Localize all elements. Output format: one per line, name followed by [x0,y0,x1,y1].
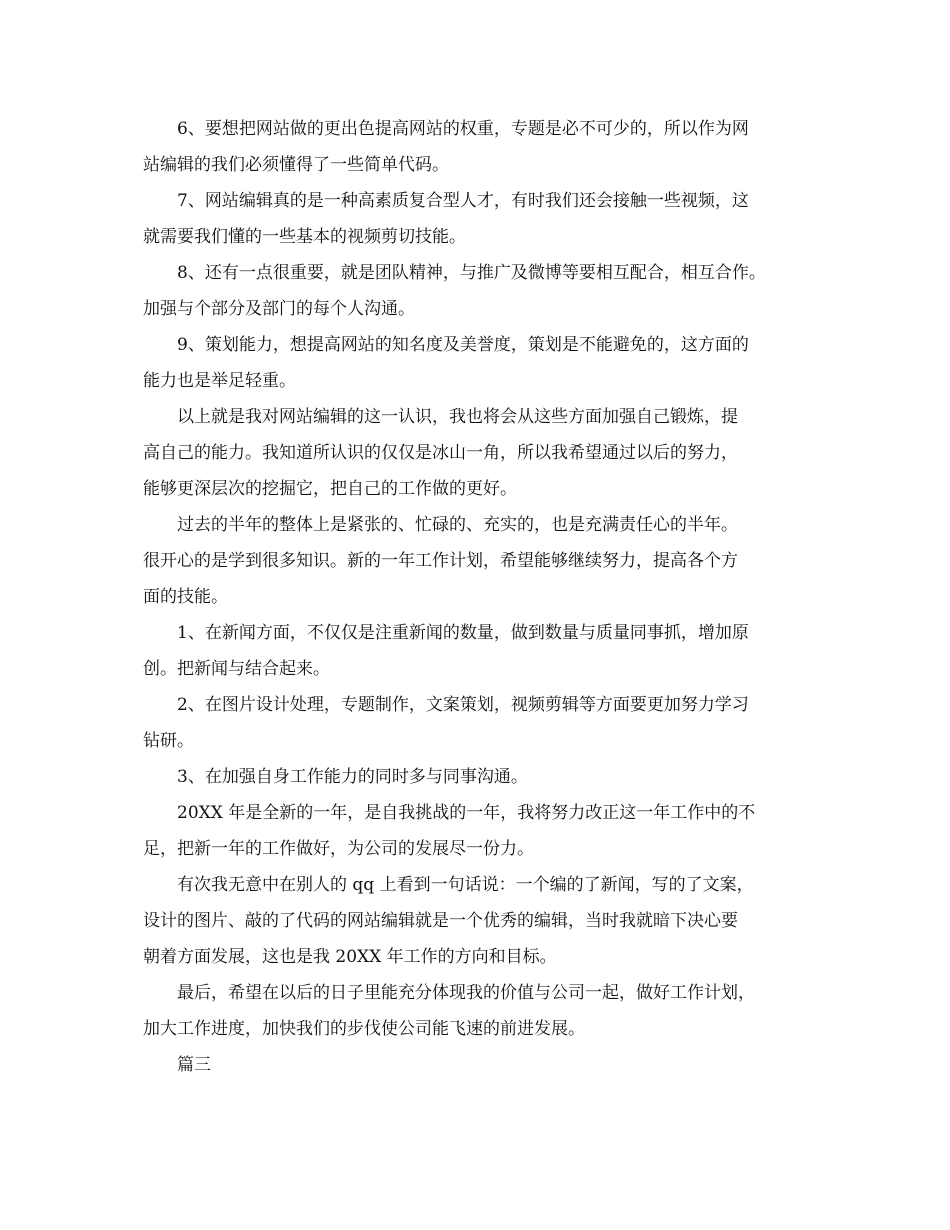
text-line: 能力也是举足轻重。 [143,371,296,391]
text-line: 9、策划能力，想提高网站的知名度及美誉度，策划是不能避免的，这方面的 [177,335,749,355]
text-line: 以上就是我对网站编辑的这一认识，我也将会从这些方面加强自己锻炼，提 [177,407,738,427]
text-line: 就需要我们懂的一些基本的视频剪切技能。 [143,227,466,247]
text-line: 能够更深层次的挖掘它，把自己的工作做的更好。 [143,479,517,499]
text-line: 高自己的能力。我知道所认识的仅仅是冰山一角，所以我希望通过以后的努力， [143,443,738,463]
text-line: 1、在新闻方面，不仅仅是注重新闻的数量，做到数量与质量同事抓，增加原 [177,623,749,643]
text-line: 7、网站编辑真的是一种高素质复合型人才，有时我们还会接触一些视频，这 [177,191,749,211]
text-line: 3、在加强自身工作能力的同时多与同事沟通。 [177,767,528,787]
text-line: 20XX 年是全新的一年，是自我挑战的一年，我将努力改正这一年工作中的不 [177,803,756,823]
text-line: 8、还有一点很重要，就是团队精神，与推广及微博等要相互配合，相互合作。 [177,263,766,283]
text-line: 加大工作进度，加快我们的步伐使公司能飞速的前进发展。 [143,1019,585,1039]
text-line: 有次我无意中在别人的 qq 上看到一句话说：一个编的了新闻，写的了文案， [177,875,754,895]
text-line: 朝着方面发展，这也是我 20XX 年工作的方向和目标。 [143,947,557,967]
text-line: 6、要想把网站做的更出色提高网站的权重，专题是必不可少的，所以作为网 [177,119,749,139]
text-line: 很开心的是学到很多知识。新的一年工作计划，希望能够继续努力，提高各个方 [143,551,738,571]
text-line: 面的技能。 [143,587,228,607]
text-line: 2、在图片设计处理，专题制作，文案策划，视频剪辑等方面要更加努力学习 [177,695,749,715]
section-heading: 篇三 [177,1055,211,1075]
text-line: 最后，希望在以后的日子里能充分体现我的价值与公司一起，做好工作计划， [177,983,755,1003]
text-line: 加强与个部分及部门的每个人沟通。 [143,299,415,319]
text-line: 钻研。 [143,731,194,751]
text-line: 过去的半年的整体上是紧张的、忙碌的、充实的，也是充满责任心的半年。 [177,515,738,535]
text-line: 设计的图片、敲的了代码的网站编辑就是一个优秀的编辑，当时我就暗下决心要 [143,911,738,931]
text-line: 站编辑的我们必须懂得了一些简单代码。 [143,155,449,175]
text-line: 足，把新一年的工作做好，为公司的发展尽一份力。 [143,839,534,859]
text-line: 创。把新闻与结合起来。 [143,659,330,679]
